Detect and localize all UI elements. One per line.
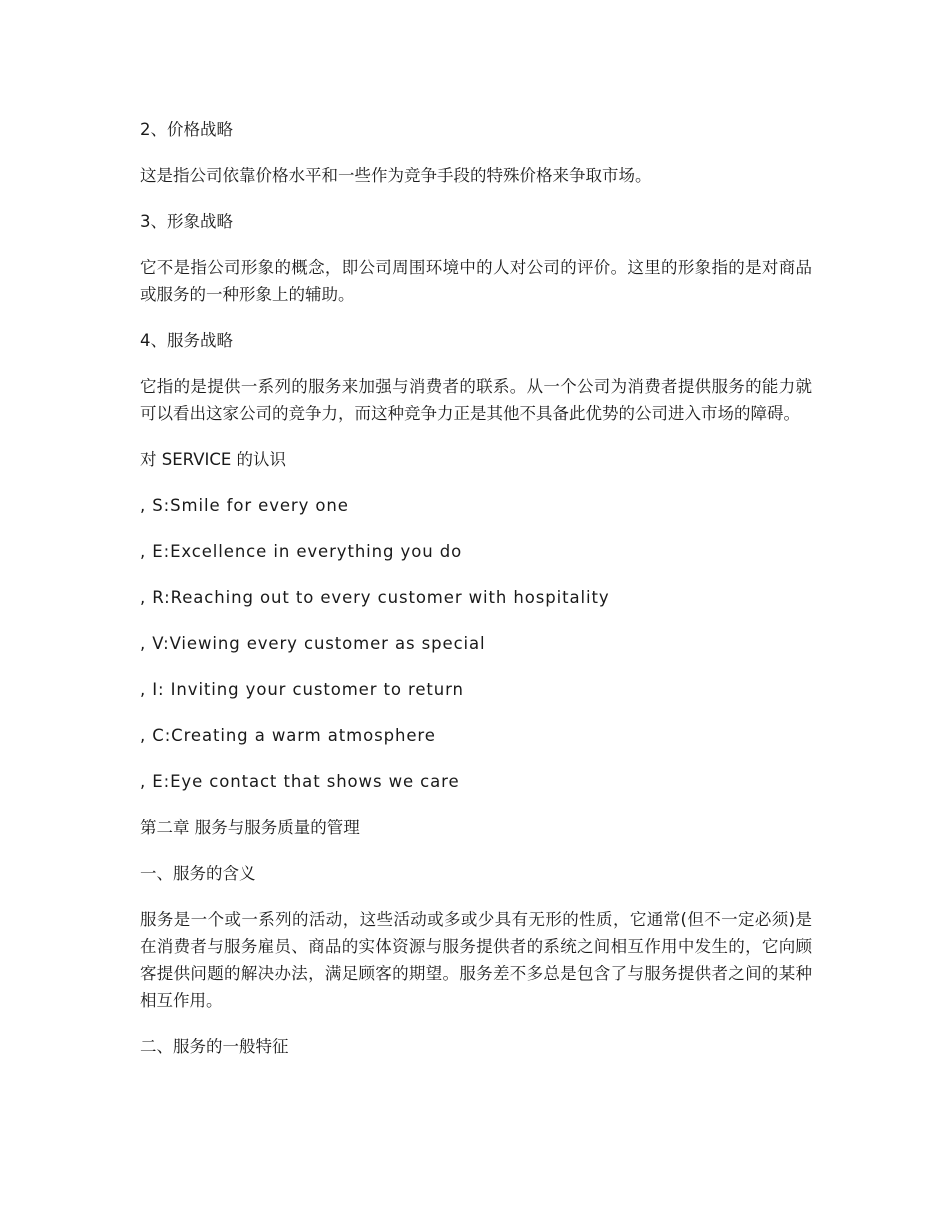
heading-service-definition: 一、服务的含义 — [140, 864, 256, 883]
document-body — [140, 116, 812, 1079]
heading-price-strategy: 2、价格战略 — [140, 120, 233, 139]
chapter-two-title: 第二章 服务与服务质量的管理 — [140, 818, 360, 837]
heading-image-strategy: 3、形象战略 — [140, 212, 233, 231]
heading-service-meaning: 对 SERVICE 的认识 — [140, 450, 287, 469]
service-item-v: , V:Viewing every customer as special — [140, 634, 486, 653]
service-item-e1: , E:Excellence in everything you do — [140, 542, 463, 561]
service-item-e2: , E:Eye contact that shows we care — [140, 772, 460, 791]
paragraph-service-strategy: 它指的是提供一系列的服务来加强与消费者的联系。从一个公司为消费者提供服务的能力就可以看出这家公司的竞争力，而这种竞争力正是其他不具备此优势的公司进入市场的障碍。 — [140, 377, 812, 423]
service-item-r: , R:Reaching out to every customer with hospitality — [140, 588, 610, 607]
service-item-i: , I: Inviting your customer to return — [140, 680, 464, 699]
heading-service-strategy: 4、服务战略 — [140, 331, 233, 350]
paragraph-service-definition: 服务是一个或一系列的活动，这些活动或多或少具有无形的性质，它通常(但不一定必须)是在消费者与服务雇员、商品的实体资源与服务提供者的系统之间相互作用中发生的，它向顾客提供问题的解决办法，满足顾客的期望。服务差不多总是包含了与服务提供者之间的某种相互作用。 — [140, 910, 812, 1010]
service-item-s: , S:Smile for every one — [140, 496, 349, 515]
heading-service-characteristics: 二、服务的一般特征 — [140, 1037, 289, 1056]
service-item-c: , C:Creating a warm atmosphere — [140, 726, 436, 745]
paragraph-image-strategy: 它不是指公司形象的概念，即公司周围环境中的人对公司的评价。这里的形象指的是对商品或服务的一种形象上的辅助。 — [140, 258, 812, 304]
paragraph-price-strategy: 这是指公司依靠价格水平和一些作为竞争手段的特殊价格来争取市场。 — [140, 166, 652, 185]
